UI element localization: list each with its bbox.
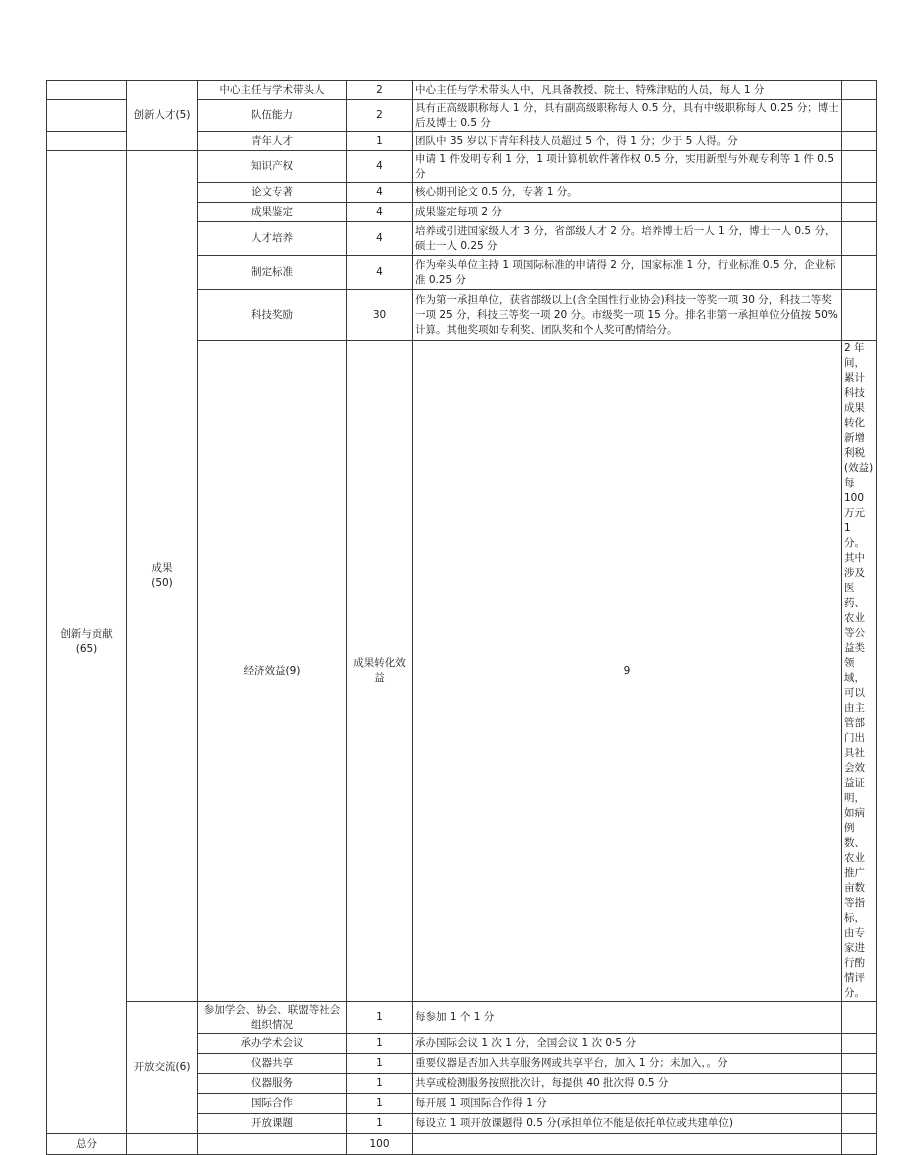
score-cell: 1 <box>347 132 413 151</box>
remark-cell <box>842 183 877 203</box>
empty-cell <box>47 100 127 132</box>
item-cell: 成果鉴定 <box>198 203 347 222</box>
item-cell: 国际合作 <box>198 1094 347 1114</box>
category-results-name: 成果 <box>151 562 173 574</box>
score-cell: 4 <box>347 203 413 222</box>
remark-cell <box>842 132 877 151</box>
score-cell: 4 <box>347 151 413 183</box>
total-row <box>47 1134 877 1155</box>
group-cell <box>47 151 127 1134</box>
remark-cell <box>842 1074 877 1094</box>
group-score: (65) <box>75 643 98 655</box>
item-cell: 中心主任与学术带头人 <box>198 81 347 100</box>
remark-cell <box>842 81 877 100</box>
item-cell: 知识产权 <box>198 151 347 183</box>
empty-cell <box>842 1134 877 1155</box>
item-cell: 青年人才 <box>198 132 347 151</box>
score-cell: 1 <box>347 1074 413 1094</box>
score-cell: 1 <box>347 1054 413 1074</box>
criteria-cell: 团队中 35 岁以下青年科技人员超过 5 个，得 1 分；少于 5 人得。分 <box>413 132 842 151</box>
remark-cell <box>842 151 877 183</box>
item-cell: 队伍能力 <box>198 100 347 132</box>
empty-cell <box>47 132 127 151</box>
category-cell: 经济效益(9) <box>198 341 347 1002</box>
criteria-cell: 2 年间，累计科技成果转化新增利税(效益)每 100 万元 1 分。其中涉及医药、农业等公益类领域，可以由主管部门出具社会效益证明，如病例数、农业推广亩数等指标，由专家进行酌情评分。 <box>842 341 877 1002</box>
empty-cell <box>127 1134 198 1155</box>
criteria-cell: 培养或引进国家级人才 3 分，省部级人才 2 分。培养博士后一人 1 分，博士一人 0.5 分，硕士一人 0.25 分 <box>413 222 842 256</box>
category-talent: 创新人才(5) <box>133 109 191 121</box>
empty-cell <box>198 1134 347 1155</box>
score-cell: 1 <box>347 1094 413 1114</box>
criteria-cell: 共享或检测服务按照批次计，每提供 40 批次得 0.5 分 <box>413 1074 842 1094</box>
empty-cell <box>413 1134 842 1155</box>
criteria-cell: 中心主任与学术带头人中，凡具备教授、院士、特殊津贴的人员，每人 1 分 <box>413 81 842 100</box>
score-cell: 2 <box>347 100 413 132</box>
item-cell: 开放课题 <box>198 1114 347 1134</box>
remark-cell <box>842 1054 877 1074</box>
item-cell: 人才培养 <box>198 222 347 256</box>
criteria-cell: 成果鉴定每项 2 分 <box>413 203 842 222</box>
item-cell: 仪器服务 <box>198 1074 347 1094</box>
item-cell: 参加学会、协会、联盟等社会组织情况 <box>198 1002 347 1034</box>
score-cell: 9 <box>413 341 842 1002</box>
item-cell: 制定标准 <box>198 256 347 290</box>
table-row <box>47 151 877 183</box>
remark-cell <box>842 100 877 132</box>
score-cell: 2 <box>347 81 413 100</box>
table-row <box>47 1002 877 1034</box>
total-label: 总分 <box>47 1134 127 1155</box>
group-name: 创新与贡献 <box>60 628 113 640</box>
item-cell: 论文专著 <box>198 183 347 203</box>
criteria-cell: 作为牵头单位主持 1 项国际标准的申请得 2 分，国家标准 1 分，行业标准 0.5 分，企业标准 0.25 分 <box>413 256 842 290</box>
criteria-cell: 作为第一承担单位，获省部级以上(含全国性行业协会)科技一等奖一项 30 分，科技二等奖一项 25 分，科技三等奖一项 20 分。市级奖一项 15 分。排名非第一承担单位分值按 50%计算。其他奖项如专利奖、团队奖和个人奖可酌情给分。 <box>413 290 842 341</box>
evaluation-table <box>46 80 877 1155</box>
category-results-score: (50) <box>151 577 173 589</box>
remark-cell <box>842 1002 877 1034</box>
remark-cell <box>842 1114 877 1134</box>
table-row <box>47 81 877 100</box>
item-cell: 仪器共享 <box>198 1054 347 1074</box>
remark-cell <box>842 290 877 341</box>
score-cell: 1 <box>347 1034 413 1054</box>
score-cell: 1 <box>347 1114 413 1134</box>
category-cell: 开放交流(6) <box>127 1002 198 1134</box>
criteria-cell: 每设立 1 项开放课题得 0.5 分(承担单位不能是依托单位或共建单位) <box>413 1114 842 1134</box>
remark-cell <box>842 1094 877 1114</box>
score-cell: 1 <box>347 1002 413 1034</box>
remark-cell <box>842 1034 877 1054</box>
empty-cell <box>47 81 127 100</box>
criteria-cell: 具有正高级职称每人 1 分，具有副高级职称每人 0.5 分，具有中级职称每人 0.25 分；博士后及博士 0.5 分 <box>413 100 842 132</box>
criteria-cell: 重要仪器是否加入共享服务网或共享平台，加入 1 分；未加入，。分 <box>413 1054 842 1074</box>
criteria-cell: 每参加 1 个 1 分 <box>413 1002 842 1034</box>
score-cell: 4 <box>347 222 413 256</box>
remark-cell <box>842 256 877 290</box>
item-cell: 成果转化效益 <box>347 341 413 1002</box>
criteria-cell: 承办国际会议 1 次 1 分，全国会议 1 次 0·5 分 <box>413 1034 842 1054</box>
item-cell: 承办学术会议 <box>198 1034 347 1054</box>
category-cell <box>127 81 198 151</box>
total-score: 100 <box>347 1134 413 1155</box>
category-cell <box>127 151 198 1002</box>
remark-cell <box>842 222 877 256</box>
score-cell: 4 <box>347 256 413 290</box>
score-cell: 4 <box>347 183 413 203</box>
remark-cell <box>842 203 877 222</box>
score-cell: 30 <box>347 290 413 341</box>
criteria-cell: 核心期刊论文 0.5 分，专著 1 分。 <box>413 183 842 203</box>
criteria-cell: 申请 1 件发明专利 1 分，1 项计算机软件著作权 0.5 分，实用新型与外观专利等 1 件 0.5 分 <box>413 151 842 183</box>
item-cell: 科技奖励 <box>198 290 347 341</box>
criteria-cell: 每开展 1 项国际合作得 1 分 <box>413 1094 842 1114</box>
